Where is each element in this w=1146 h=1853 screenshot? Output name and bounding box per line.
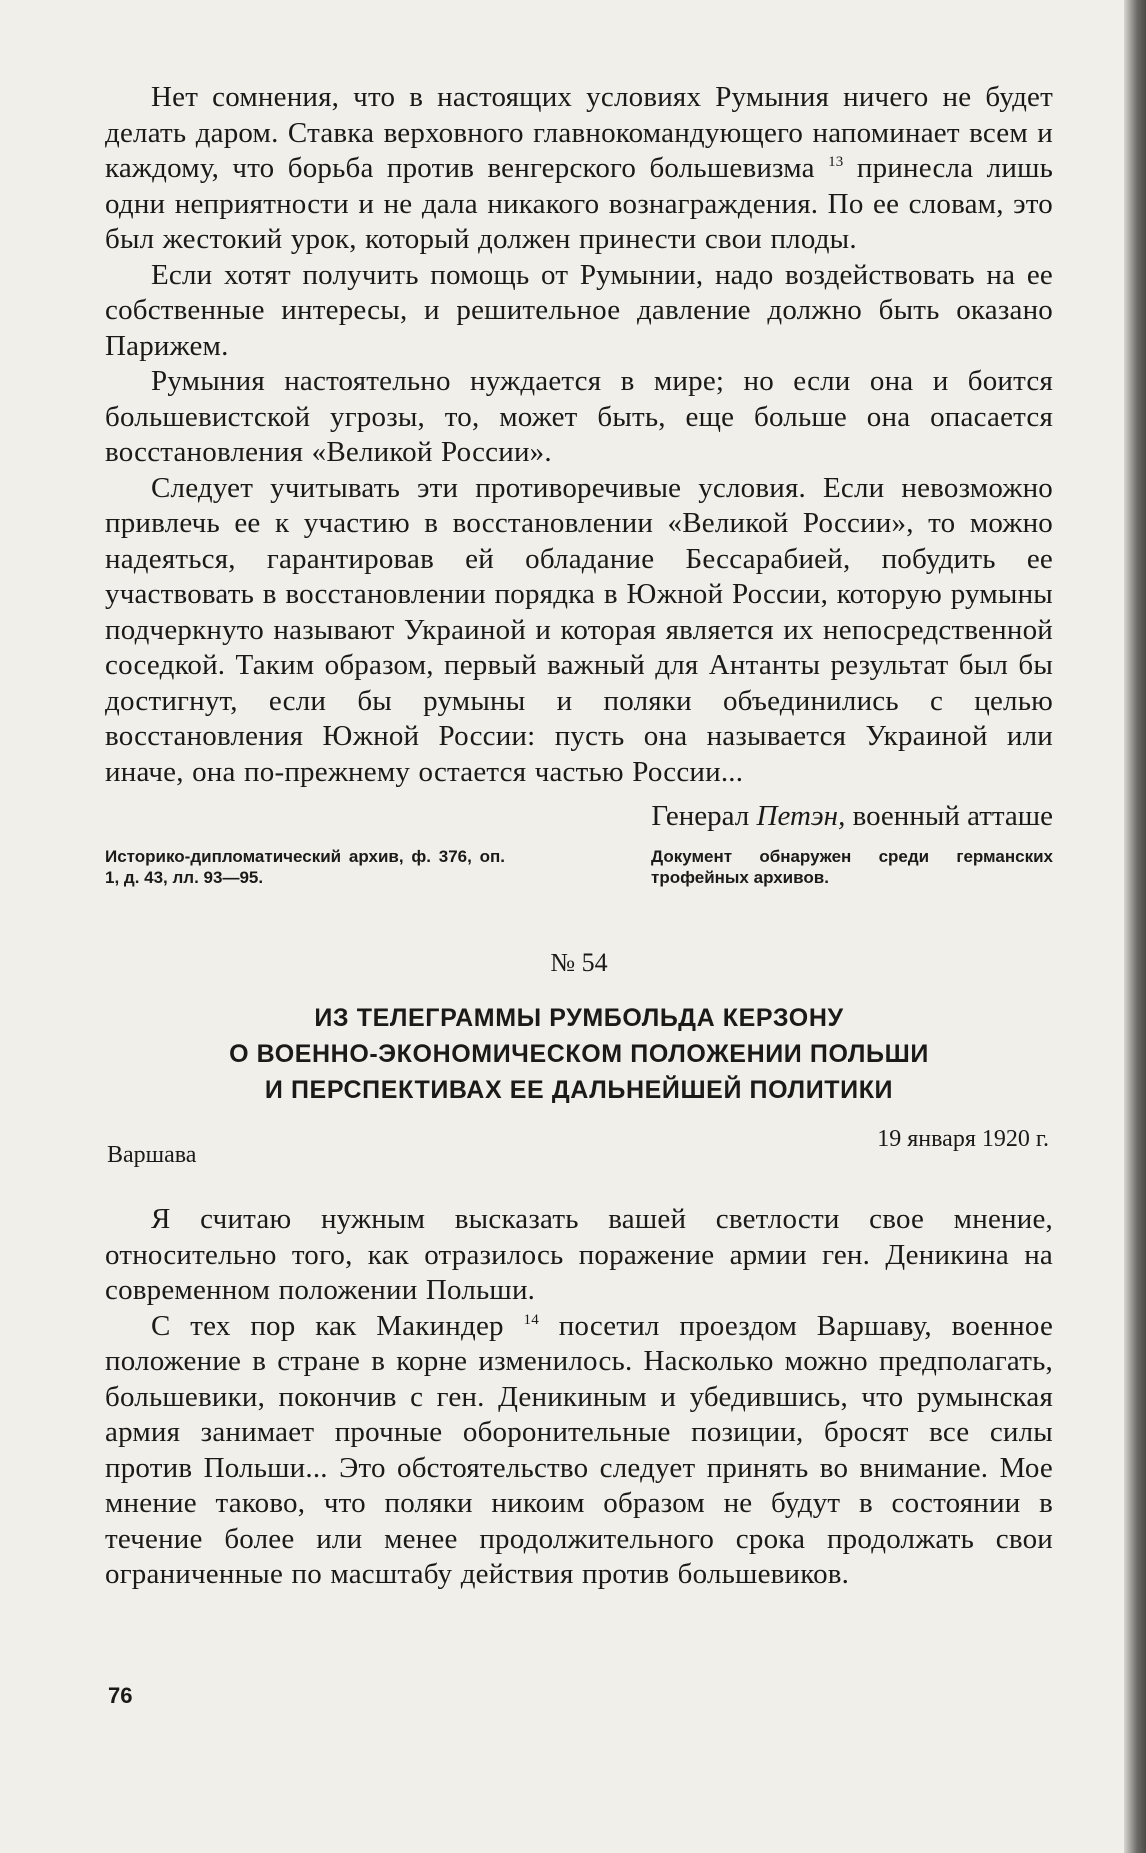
paragraph-4: Следует учитывать эти противоречивые условия. Если невозможно привлечь ее к участию в восстановлении «Великой России», то можно надеяться, гарантировав ей обладание Бессарабией, побудить ее участвовать в восстановлении порядка в Южной России, которую румыны подчеркнуто называют Украиной и которая является их непосредственной соседкой. Таким образом, первый важный для Антанты результат был бы достигнут, если бы румыны и поляки объединились с целью восстановления Южной России: пусть она называется Украиной или иначе, она по-прежнему остается частью России... [105,471,1053,788]
place-date-line [105,1122,1053,1170]
paragraph-1-head: Нет сомнения, что в настоящих условиях Румыния ничего не будет делать даром. Ставка верховного главнокомандующего напоминает всем и каждому, что борьба против венгерского большевизма [105,81,1053,184]
signature-prefix: Генерал [651,800,750,832]
paragraph-6-tail: посетил проездом Варшаву, военное положение в стране в корне изменилось. Насколько можно предполагать, большевики, покончив с ген. Деникиным и убедившись, что румынская армия занимает прочные оборонительные позиции, бросят все силы против Польши... Это обстоятельство следует принять во внимание. Мое мнение таково, что поляки никоим образом не будут в состоянии в течение более или менее продолжительного срока продолжать свои ограниченные по масштабу действия против большевиков. [105,1309,1054,1590]
page-number: 76 [108,1683,133,1708]
signature-name: Петэн, [756,800,846,832]
source-notes [105,846,1053,888]
book-page [105,80,1053,1593]
document-place: Варшава [107,1142,197,1168]
document-date: 19 января 1920 г. [877,1126,1049,1152]
title-line: ИЗ ТЕЛЕГРАММЫ РУМБОЛЬДА КЕРЗОНУ [314,1004,844,1032]
signature [105,798,1053,834]
paragraph-1 [105,80,1053,258]
page-edge-shadow [1124,0,1146,1853]
document-title [105,1000,1053,1108]
archive-reference: Историко-дипломатический архив, ф. 376, оп. 1, д. 43, лл. 93—95. [105,847,505,887]
footnote-marker: 14 [523,1311,539,1328]
title-line: О ВОЕННО-ЭКОНОМИЧЕСКОМ ПОЛОЖЕНИИ ПОЛЬШИ [229,1040,929,1068]
paragraph-3: Румыния настоятельно нуждается в мире; но если она и боится большевистской угрозы, то, может быть, еще больше она опасается восстановления «Великой России». [105,365,1053,468]
footnote-marker: 13 [828,154,844,170]
signature-suffix: военный атташе [852,800,1053,832]
title-line: И ПЕРСПЕКТИВАХ ЕЕ ДАЛЬНЕЙШЕЙ ПОЛИТИКИ [264,1076,894,1104]
paragraph-2: Если хотят получить помощь от Румынии, надо воздействовать на ее собственные интересы, и решительное давление должно быть оказано Парижем. [105,258,1053,362]
document-number: № 54 [550,948,608,977]
discovery-note: Документ обнаружен среди германских трофейных архивов. [651,847,1053,887]
telegram-body [105,1202,1053,1593]
paragraph-5: Я считаю нужным высказать вашей светлости свое мнение, относительно того, как отразилось поражение армии ген. Деникина на современном положении Польши. [105,1203,1053,1306]
paragraph-6-head: С тех пор как Макиндер [151,1309,504,1342]
paragraph-1-tail: принесла лишь одни неприятности и не дала никакого вознаграждения. По ее словам, это был жестокий урок, который должен принести свои плоды. [105,152,1054,255]
paragraph-6 [105,1309,1053,1593]
